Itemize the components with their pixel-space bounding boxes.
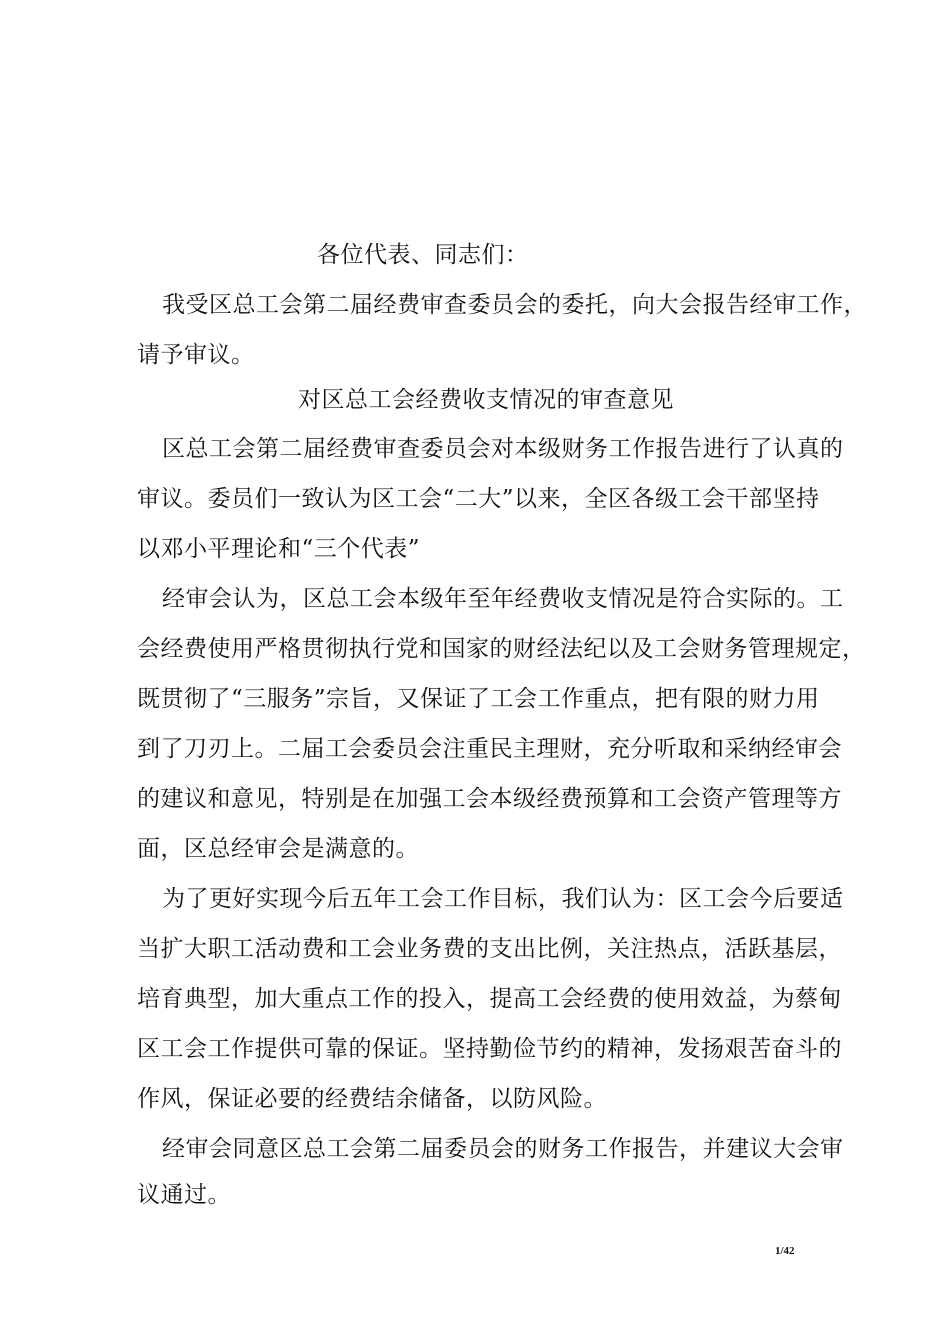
- paragraph-line: 作风，保证必要的经费结余储备，以防风险。: [137, 1086, 607, 1112]
- paragraph-line: 我受区总工会第二届经费审查委员会的委托，向大会报告经审工作，: [162, 292, 867, 318]
- salutation: 各位代表、同志们：: [317, 242, 529, 268]
- paragraph-line: 到了刀刃上。二届工会委员会注重民主理财，充分听取和采纳经审会: [137, 736, 842, 762]
- paragraph-line: 既贯彻了“三服务”宗旨，又保证了工会工作重点，把有限的财力用: [137, 686, 820, 712]
- paragraph-line: 的建议和意见，特别是在加强工会本级经费预算和工会资产管理等方: [137, 786, 842, 812]
- page-number: 1/42: [775, 1245, 795, 1257]
- paragraph-line: 为了更好实现今后五年工会工作目标，我们认为：区工会今后要适: [162, 886, 844, 912]
- section-heading: 对区总工会经费收支情况的审查意见: [298, 387, 674, 413]
- paragraph-line: 会经费使用严格贯彻执行党和国家的财经法纪以及工会财务管理规定，: [137, 636, 866, 662]
- paragraph-line: 区总工会第二届经费审查委员会对本级财务工作报告进行了认真的: [162, 436, 844, 462]
- paragraph-line: 经审会同意区总工会第二届委员会的财务工作报告，并建议大会审: [162, 1136, 844, 1162]
- paragraph-line: 议通过。: [137, 1182, 231, 1208]
- paragraph-line: 以邓小平理论和“三个代表”: [137, 536, 421, 562]
- paragraph-line: 当扩大职工活动费和工会业务费的支出比例，关注热点，活跃基层，: [137, 936, 842, 962]
- paragraph-line: 面，区总经审会是满意的。: [137, 836, 419, 862]
- paragraph-line: 请予审议。: [137, 342, 255, 368]
- paragraph-line: 区工会工作提供可靠的保证。坚持勤俭节约的精神，发扬艰苦奋斗的: [137, 1036, 842, 1062]
- paragraph-line: 审议。委员们一致认为区工会“二大”以来，全区各级工会干部坚持: [137, 486, 820, 512]
- paragraph-line: 培育典型，加大重点工作的投入，提高工会经费的使用效益，为蔡甸: [137, 986, 842, 1012]
- paragraph-line: 经审会认为，区总工会本级年至年经费收支情况是符合实际的。工: [162, 586, 844, 612]
